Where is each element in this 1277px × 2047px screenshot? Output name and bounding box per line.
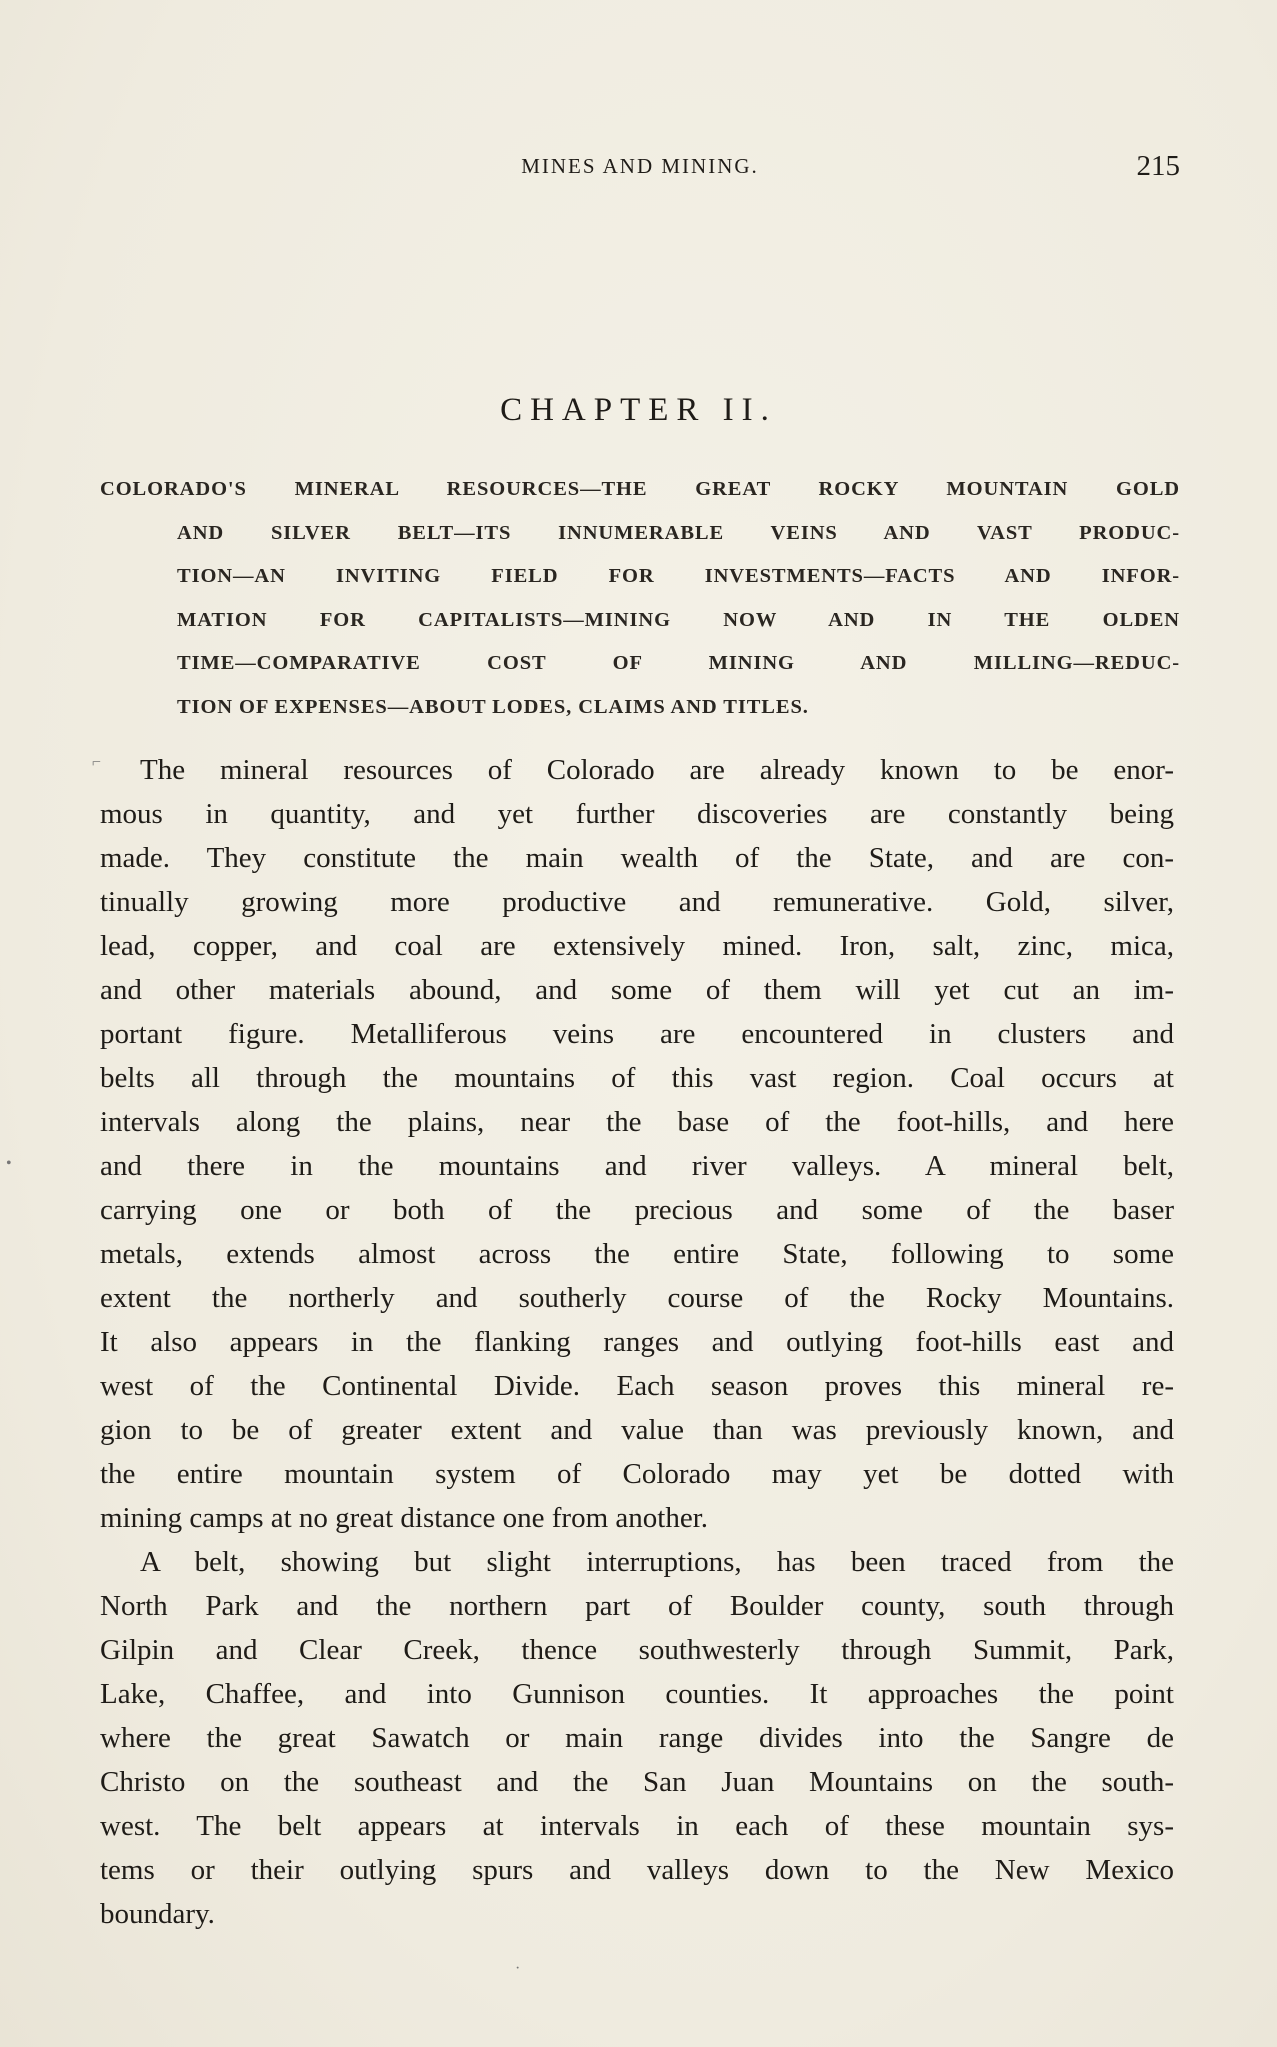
text-line: and there in the mountains and river valleys. A mineral belt,: [100, 1150, 1174, 1182]
text-line: A belt, showing but slight interruptions, has been traced from the: [140, 1546, 1174, 1578]
synopsis-line: COLORADO'S MINERAL RESOURCES—THE GREAT ROCKY MOUNTAIN GOLD: [100, 478, 1180, 500]
text-line: metals, extends almost across the entire State, following to some: [100, 1238, 1174, 1270]
text-line: lead, copper, and coal are extensively mined. Iron, salt, zinc, mica,: [100, 930, 1174, 962]
text-line: boundary.: [100, 1898, 215, 1930]
text-line: tinually growing more productive and remunerative. Gold, silver,: [100, 886, 1174, 918]
text-line: west. The belt appears at intervals in each of these mountain sys-: [100, 1810, 1174, 1842]
body-text: [100, 748, 1174, 1936]
text-line: The mineral resources of Colorado are already known to be enor-: [140, 754, 1174, 786]
paragraph-2: [100, 1540, 1174, 1936]
text-line: extent the northerly and southerly course of the Rocky Mountains.: [100, 1282, 1174, 1314]
text-line: west of the Continental Divide. Each season proves this mineral re-: [100, 1370, 1174, 1402]
text-line: and other materials abound, and some of them will yet cut an im-: [100, 974, 1174, 1006]
synopsis-line: TION OF EXPENSES—ABOUT LODES, CLAIMS AND TITLES.: [177, 695, 809, 718]
text-line: North Park and the northern part of Boulder county, south through: [100, 1590, 1174, 1622]
text-line: made. They constitute the main wealth of the State, and are con-: [100, 842, 1174, 874]
text-line: portant figure. Metalliferous veins are encountered in clusters and: [100, 1018, 1174, 1050]
text-line: Lake, Chaffee, and into Gunnison counties. It approaches the point: [100, 1678, 1174, 1710]
running-header: [100, 150, 1180, 186]
synopsis-line: TION—AN INVITING FIELD FOR INVESTMENTS—FACTS AND INFOR-: [177, 565, 1180, 587]
text-line: mous in quantity, and yet further discoveries are constantly being: [100, 798, 1174, 830]
text-line: mining camps at no great distance one from another.: [100, 1502, 709, 1534]
chapter-title: CHAPTER II.: [500, 392, 777, 428]
synopsis-line: MATION FOR CAPITALISTS—MINING NOW AND IN THE OLDEN: [177, 608, 1180, 631]
stray-ink-mark: ⌐: [92, 754, 102, 771]
stray-ink-mark: ·: [515, 1960, 521, 1977]
margin-dot: •: [6, 1155, 12, 1172]
text-line: Gilpin and Clear Creek, thence southwesterly through Summit, Park,: [100, 1634, 1174, 1666]
text-line: where the great Sawatch or main range divides into the Sangre de: [100, 1722, 1174, 1754]
text-line: belts all through the mountains of this vast region. Coal occurs at: [100, 1062, 1174, 1094]
synopsis-line: TIME—COMPARATIVE COST OF MINING AND MILLING—REDUC-: [177, 652, 1180, 674]
text-line: tems or their outlying spurs and valleys down to the New Mexico: [100, 1854, 1174, 1886]
text-line: carrying one or both of the precious and some of the baser: [100, 1194, 1174, 1226]
text-line: the entire mountain system of Colorado may yet be dotted with: [100, 1458, 1174, 1490]
page-number: 215: [1136, 150, 1180, 182]
text-line: It also appears in the flanking ranges and outlying foot-hills east and: [100, 1326, 1174, 1358]
running-title: MINES AND MINING.: [521, 154, 759, 178]
paragraph-1: [100, 748, 1174, 1540]
text-line: gion to be of greater extent and value than was previously known, and: [100, 1414, 1174, 1446]
chapter-synopsis: [100, 468, 1180, 729]
text-line: intervals along the plains, near the base of the foot-hills, and here: [100, 1106, 1174, 1138]
synopsis-line: AND SILVER BELT—ITS INNUMERABLE VEINS AND VAST PRODUC-: [177, 521, 1180, 544]
text-line: Christo on the southeast and the San Juan Mountains on the south-: [100, 1766, 1174, 1798]
